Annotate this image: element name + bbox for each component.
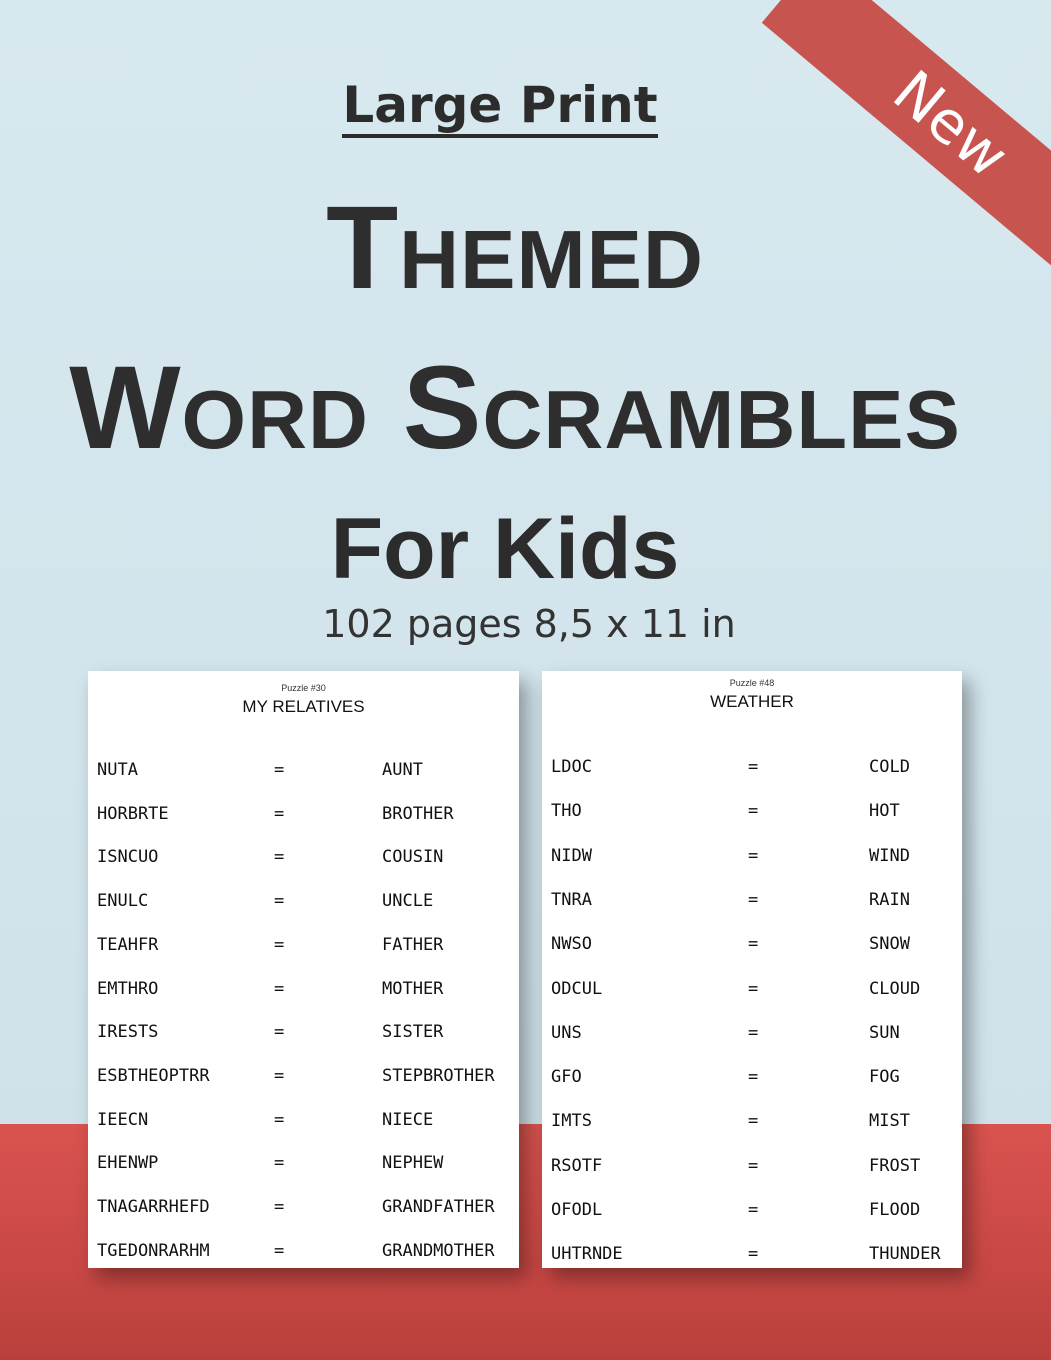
equals-sign: = <box>748 1022 759 1043</box>
equals-sign: = <box>748 1155 759 1176</box>
answer-word: THUNDER <box>869 1244 941 1265</box>
answer-word: CLOUD <box>869 978 921 999</box>
puzzle-row <box>88 891 519 915</box>
puzzle-row <box>542 1023 962 1047</box>
scrambled-word: TNAGARRHEFD <box>97 1197 210 1217</box>
title-line-2: Word Scrambles <box>69 342 961 474</box>
puzzle-row <box>542 1067 962 1091</box>
answer-word: AUNT <box>382 760 423 780</box>
equals-sign: = <box>274 978 285 999</box>
scrambled-word: NWSO <box>551 934 592 955</box>
answer-word: FROST <box>869 1155 921 1176</box>
scrambled-word: NUTA <box>97 760 138 780</box>
answer-word: NIECE <box>382 1109 434 1130</box>
answer-word: BROTHER <box>382 803 454 824</box>
answer-word: WIND <box>869 845 910 866</box>
puzzle-card-weather <box>542 671 962 1268</box>
answer-word: UNCLE <box>382 891 434 912</box>
scrambled-word: IRESTS <box>97 1022 159 1043</box>
answer-word: FLOOD <box>869 1200 921 1220</box>
scrambled-word: ESBTHEOPTRR <box>97 1065 210 1086</box>
puzzle-row <box>542 1200 962 1224</box>
puzzle-row <box>88 979 519 1003</box>
scrambled-word: OFODL <box>551 1200 603 1220</box>
puzzle-row <box>88 935 519 959</box>
puzzle-row <box>88 847 519 871</box>
large-print-text: Large Print <box>342 76 657 138</box>
answer-word: FATHER <box>382 934 444 955</box>
equals-sign: = <box>748 889 759 910</box>
equals-sign: = <box>274 1197 285 1217</box>
equals-sign: = <box>748 1244 759 1265</box>
puzzle-title: WEATHER <box>710 692 794 711</box>
scrambled-word: GFO <box>551 1067 582 1088</box>
puzzle-row <box>88 1110 519 1134</box>
scrambled-word: UHTRNDE <box>551 1244 623 1265</box>
scrambled-word: HORBRTE <box>97 803 169 824</box>
equals-sign: = <box>274 803 285 824</box>
answer-word: SUN <box>869 1022 900 1043</box>
puzzle-row <box>88 1153 519 1177</box>
puzzle-row <box>542 1111 962 1135</box>
scrambled-word: THO <box>551 801 582 822</box>
scrambled-word: ENULC <box>97 891 149 912</box>
ribbon-label: New <box>880 57 1022 191</box>
scrambled-word: TGEDONRARHM <box>97 1240 210 1261</box>
puzzle-row <box>542 1156 962 1180</box>
puzzle-row <box>88 1241 519 1265</box>
puzzle-row <box>542 757 962 781</box>
equals-sign: = <box>748 757 759 777</box>
equals-sign: = <box>274 934 285 955</box>
equals-sign: = <box>274 760 285 780</box>
scrambled-word: IMTS <box>551 1111 592 1132</box>
large-print-heading <box>0 76 1000 134</box>
puzzle-row <box>542 801 962 825</box>
answer-word: STEPBROTHER <box>382 1065 495 1086</box>
answer-word: GRANDMOTHER <box>382 1240 495 1261</box>
puzzle-row <box>542 846 962 870</box>
scrambled-word: UNS <box>551 1022 582 1043</box>
scrambled-word: EMTHRO <box>97 978 159 999</box>
puzzle-number: Puzzle #30 <box>281 683 326 693</box>
scrambled-word: TNRA <box>551 889 592 910</box>
answer-word: GRANDFATHER <box>382 1197 495 1217</box>
equals-sign: = <box>748 801 759 822</box>
equals-sign: = <box>274 1153 285 1174</box>
answer-word: COLD <box>869 757 910 777</box>
puzzle-row <box>542 890 962 914</box>
equals-sign: = <box>748 934 759 955</box>
title-line-1: Themed <box>326 182 704 314</box>
equals-sign: = <box>274 1109 285 1130</box>
scrambled-word: NIDW <box>551 845 592 866</box>
puzzle-row <box>88 804 519 828</box>
equals-sign: = <box>748 1111 759 1132</box>
scrambled-word: ODCUL <box>551 978 603 999</box>
page-count-text: 102 pages 8,5 x 11 in <box>322 602 736 646</box>
equals-sign: = <box>748 978 759 999</box>
equals-sign: = <box>274 1240 285 1261</box>
answer-word: MOTHER <box>382 978 444 999</box>
answer-word: NEPHEW <box>382 1153 444 1174</box>
puzzle-row <box>88 1022 519 1046</box>
answer-word: SNOW <box>869 934 910 955</box>
scrambled-word: TEAHFR <box>97 934 159 955</box>
scrambled-word: RSOTF <box>551 1155 603 1176</box>
puzzle-row <box>542 934 962 958</box>
answer-word: MIST <box>869 1111 910 1132</box>
equals-sign: = <box>274 891 285 912</box>
equals-sign: = <box>748 1067 759 1088</box>
equals-sign: = <box>274 1065 285 1086</box>
scrambled-word: ISNCUO <box>97 847 159 868</box>
answer-word: FOG <box>869 1067 900 1088</box>
answer-word: HOT <box>869 801 900 822</box>
answer-word: SISTER <box>382 1022 444 1043</box>
title-line-3: For Kids <box>330 501 680 597</box>
puzzle-row <box>88 760 519 784</box>
puzzle-row <box>542 979 962 1003</box>
scrambled-word: EHENWP <box>97 1153 159 1174</box>
answer-word: COUSIN <box>382 847 444 868</box>
equals-sign: = <box>748 1200 759 1220</box>
puzzle-row <box>542 1244 962 1268</box>
puzzle-row <box>88 1066 519 1090</box>
scrambled-word: LDOC <box>551 757 592 777</box>
puzzle-row <box>88 1197 519 1221</box>
answer-word: RAIN <box>869 889 910 910</box>
puzzle-title: MY RELATIVES <box>242 697 365 716</box>
equals-sign: = <box>748 845 759 866</box>
scrambled-word: IEECN <box>97 1109 149 1130</box>
equals-sign: = <box>274 1022 285 1043</box>
puzzle-number: Puzzle #48 <box>729 678 775 688</box>
equals-sign: = <box>274 847 285 868</box>
puzzle-card-relatives <box>88 671 519 1268</box>
